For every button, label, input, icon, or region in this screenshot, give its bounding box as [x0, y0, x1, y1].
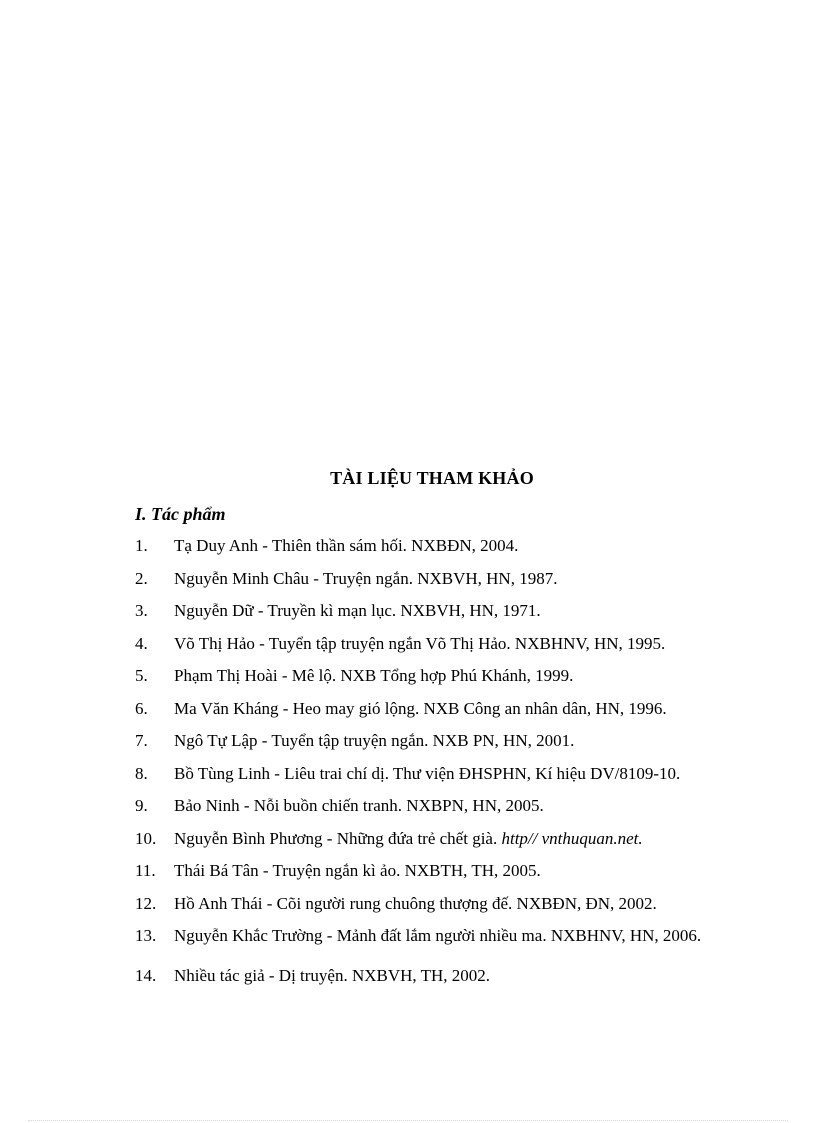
- reference-number: 3.: [135, 601, 148, 620]
- reference-number: 5.: [135, 666, 148, 685]
- reference-number: 7.: [135, 731, 148, 750]
- reference-number: 13.: [135, 926, 157, 945]
- reference-number: 9.: [135, 796, 148, 815]
- list-item: [135, 666, 733, 686]
- reference-text: Võ Thị Hảo - Tuyển tập truyện ngắn Võ Thị Hảo. NXBHNV, HN, 1995.: [174, 633, 666, 653]
- reference-text: Ngô Tự Lập - Tuyển tập truyện ngắn. NXB PN, HN, 2001.: [174, 731, 575, 750]
- reference-text: Nhiều tác giả - Dị truyện. NXBVH, TH, 2002.: [174, 965, 491, 985]
- reference-number: 11.: [135, 861, 156, 880]
- reference-list: [135, 536, 733, 998]
- reference-text: Thái Bá Tân - Truyện ngắn kì ảo. NXBTH, TH, 2005.: [174, 861, 541, 880]
- list-item: [135, 894, 733, 914]
- list-item: [135, 634, 733, 654]
- list-item: [135, 731, 733, 751]
- list-item: [135, 829, 733, 849]
- list-item: [135, 764, 733, 784]
- reference-text: Nguyễn Dữ - Truyền kì mạn lục. NXBVH, HN, 1971.: [174, 601, 541, 620]
- list-item: [135, 699, 733, 719]
- reference-number: 4.: [135, 633, 148, 653]
- reference-number: 1.: [135, 536, 148, 555]
- reference-text: Bảo Ninh - Nỗi buồn chiến tranh. NXBPN, HN, 2005.: [174, 796, 544, 815]
- reference-text: Tạ Duy Anh - Thiên thần sám hối. NXBĐN, 2004.: [174, 536, 519, 555]
- reference-number: 10.: [135, 828, 157, 848]
- page-title: TÀI LIỆU THAM KHẢO: [330, 468, 534, 488]
- list-item: [135, 966, 733, 986]
- list-item: [135, 601, 733, 621]
- list-item: [135, 536, 733, 556]
- page-footer-divider: [28, 1120, 788, 1121]
- list-item: [135, 861, 733, 881]
- list-item: [135, 926, 733, 953]
- reference-text: Nguyễn Khắc Trường - Mảnh đất lắm người nhiều ma. NXBHNV, HN, 2006.: [174, 926, 702, 945]
- reference-text: Nguyễn Bình Phương - Những đứa trẻ chết già.: [174, 828, 498, 848]
- reference-number: 6.: [135, 698, 148, 718]
- list-item: [135, 569, 733, 589]
- section-heading: I. Tác phẩm: [135, 504, 226, 524]
- reference-url-link[interactable]: http// vnthuquan.net.: [501, 828, 643, 848]
- reference-text: Hồ Anh Thái - Cõi người rung chuông thượng đế. NXBĐN, ĐN, 2002.: [174, 893, 657, 913]
- list-item: [135, 796, 733, 816]
- reference-text-with-link: [174, 829, 733, 849]
- reference-text: Nguyễn Minh Châu - Truyện ngắn. NXBVH, HN, 1987.: [174, 568, 558, 588]
- reference-number: 2.: [135, 568, 148, 588]
- reference-number: 14.: [135, 965, 157, 985]
- reference-text: Phạm Thị Hoài - Mê lộ. NXB Tổng hợp Phú Khánh, 1999.: [174, 666, 574, 685]
- reference-number: 12.: [135, 893, 157, 913]
- reference-text: Bồ Tùng Linh - Liêu trai chí dị. Thư viện ĐHSPHN, Kí hiệu DV/8109-10.: [174, 763, 681, 783]
- reference-text: Ma Văn Kháng - Heo may gió lộng. NXB Công an nhân dân, HN, 1996.: [174, 698, 667, 718]
- reference-number: 8.: [135, 763, 148, 783]
